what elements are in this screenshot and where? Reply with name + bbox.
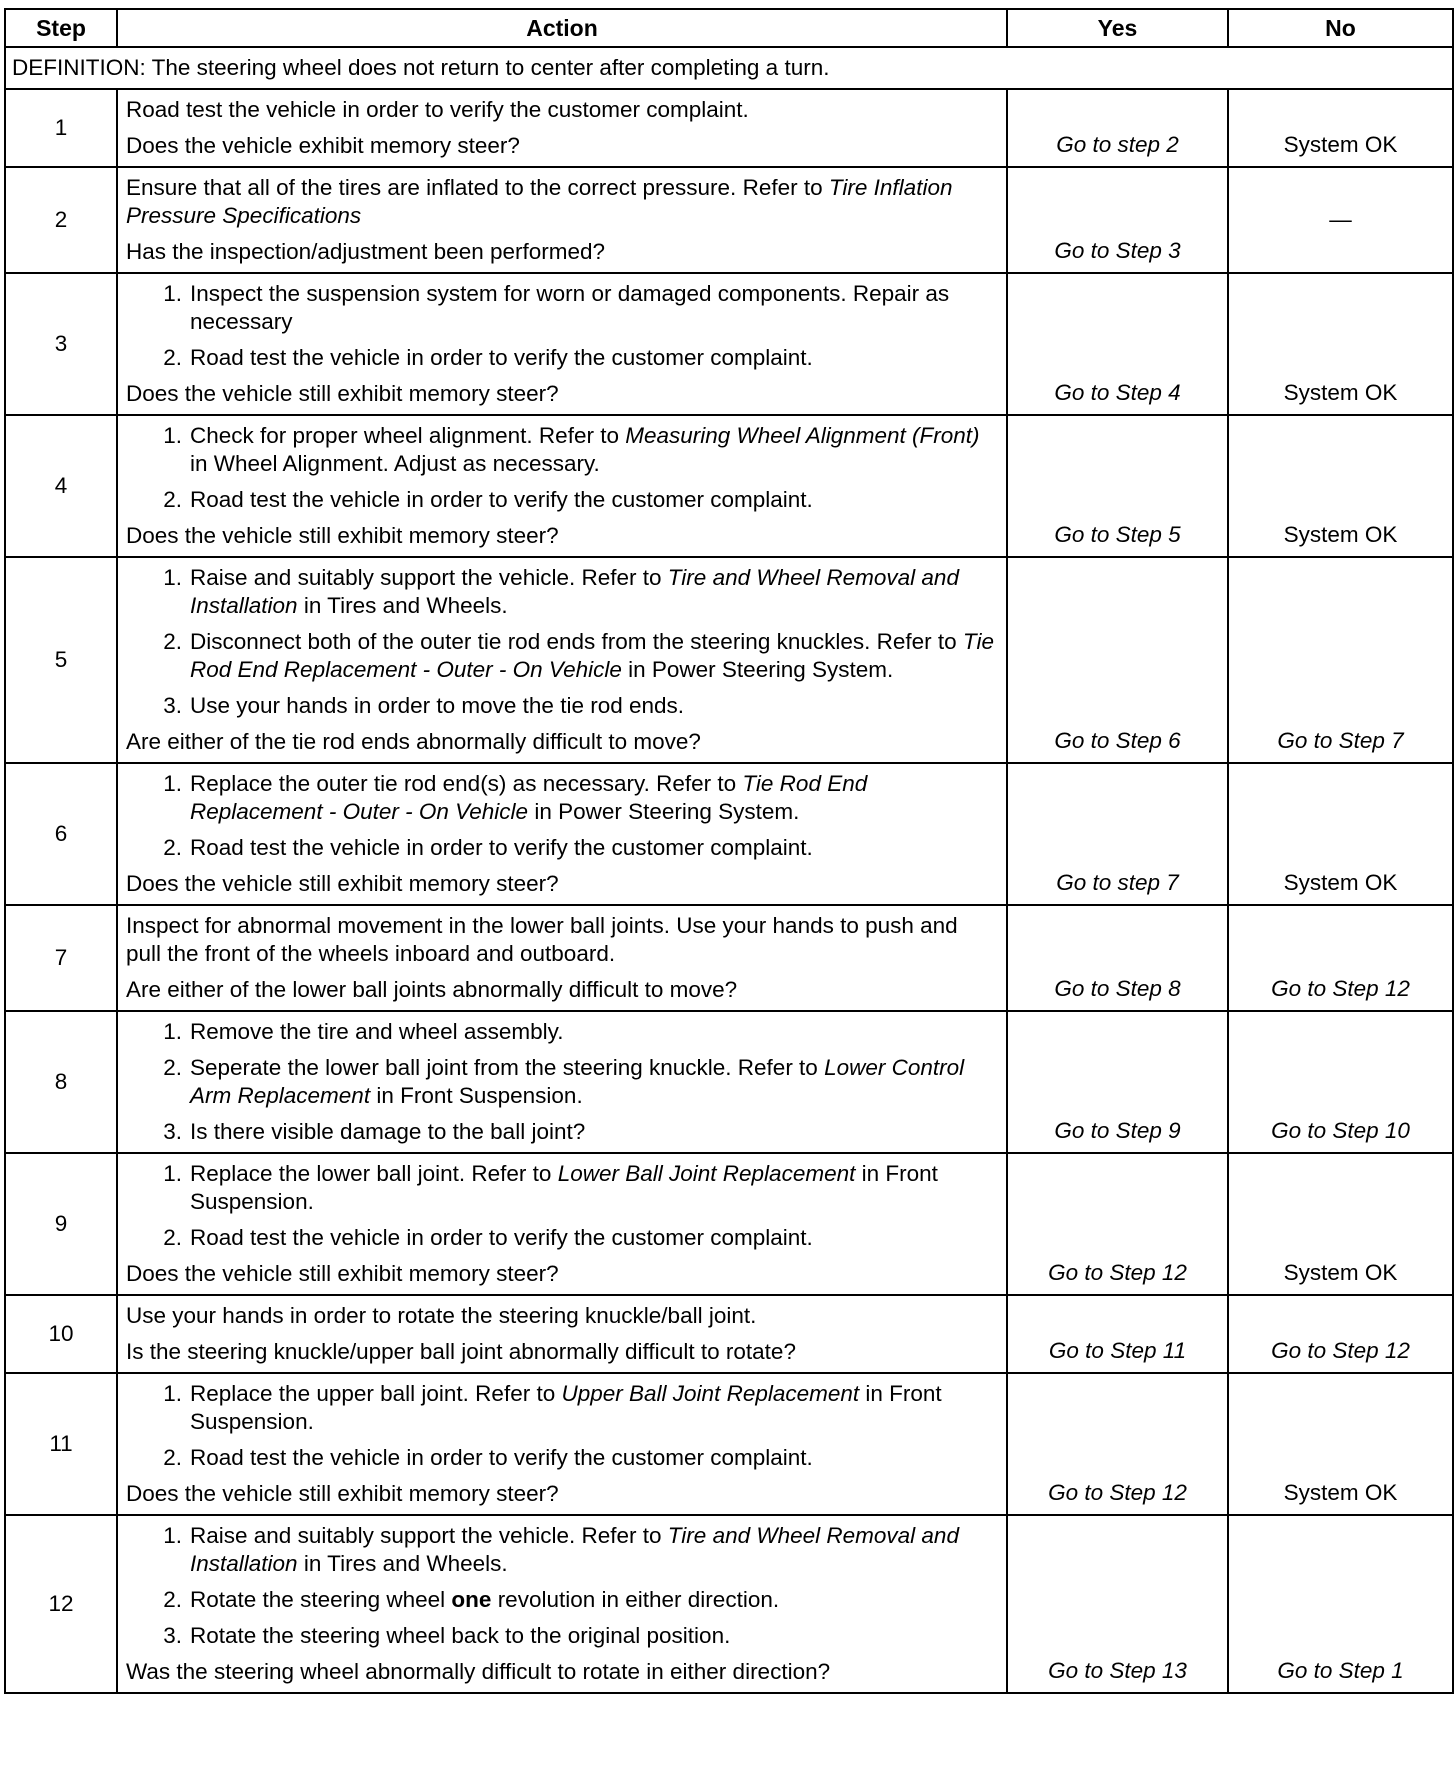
action-text-part: Ensure that all of the tires are inflated to the correct pressure. Refer to: [126, 175, 829, 200]
step-number: 1: [5, 89, 117, 167]
step-number: 8: [5, 1011, 117, 1153]
substep-text: Replace the lower ball joint. Refer to Lower Ball Joint Replacement in Front Suspension.: [190, 1161, 938, 1214]
table-row: [5, 415, 1453, 557]
no-result: System OK: [1228, 1153, 1453, 1295]
substep-number: 1.: [163, 1019, 182, 1044]
substep-text: Raise and suitably support the vehicle. Refer to Tire and Wheel Removal and Installation in Tires and Wheels.: [190, 1523, 959, 1576]
substep-text: Replace the outer tie rod end(s) as necessary. Refer to Tie Rod End Replacement - Outer - On Vehicle in Power Steering System.: [190, 771, 868, 824]
substep-text: Road test the vehicle in order to verify the customer complaint.: [190, 835, 813, 860]
table-row: [5, 1011, 1453, 1153]
yes-result: Go to Step 12: [1007, 1373, 1228, 1515]
list-item: [126, 344, 996, 372]
action-text: Road test the vehicle in order to verify the customer complaint.: [126, 97, 749, 122]
substep-number: 2.: [163, 487, 182, 512]
reference-link[interactable]: Lower Ball Joint Replacement: [557, 1161, 856, 1186]
diagnostic-table-sheet: [4, 8, 1452, 1694]
substep-text: Use your hands in order to move the tie rod ends.: [190, 693, 685, 718]
yes-result: Go to Step 11: [1007, 1295, 1228, 1373]
substep-number: 1.: [163, 1161, 182, 1186]
action-cell: [117, 905, 1007, 1011]
substep-text: Road test the vehicle in order to verify the customer complaint.: [190, 1445, 813, 1470]
list-item: [126, 770, 996, 826]
reference-link[interactable]: Tie Rod End Replacement - Outer - On Vehicle: [190, 771, 868, 824]
substep-number: 2.: [163, 629, 182, 654]
substep-text: Disconnect both of the outer tie rod ends from the steering knuckles. Refer to Tie Rod End Replacement - Outer - On Vehicle in Power Steering System.: [190, 629, 994, 682]
no-result: Go to Step 12: [1228, 905, 1453, 1011]
action-text: [126, 174, 996, 230]
reference-link[interactable]: Tire and Wheel Removal and Installation: [190, 1523, 959, 1576]
substep-number: 1.: [163, 1381, 182, 1406]
list-item: [126, 1380, 996, 1436]
substep-text: Road test the vehicle in order to verify the customer complaint.: [190, 1225, 813, 1250]
substep-number: 3.: [163, 693, 182, 718]
substep-text: Raise and suitably support the vehicle. Refer to Tire and Wheel Removal and Installation in Tires and Wheels.: [190, 565, 959, 618]
list-item: [126, 1118, 996, 1146]
list-item: [126, 1160, 996, 1216]
action-question: Are either of the tie rod ends abnormally difficult to move?: [126, 729, 701, 754]
header-yes: Yes: [1007, 9, 1228, 47]
substep-number: 2.: [163, 1445, 182, 1470]
substep-text: Road test the vehicle in order to verify the customer complaint.: [190, 487, 813, 512]
list-item: [126, 564, 996, 620]
action-cell: [117, 415, 1007, 557]
no-result: System OK: [1228, 415, 1453, 557]
reference-link[interactable]: Upper Ball Joint Replacement: [561, 1381, 860, 1406]
no-result: System OK: [1228, 89, 1453, 167]
yes-result: Go to Step 6: [1007, 557, 1228, 763]
list-item: [126, 692, 996, 720]
table-row: [5, 557, 1453, 763]
list-item: [126, 1522, 996, 1578]
reference-link[interactable]: Tire Inflation Pressure Specifications: [126, 175, 953, 228]
action-cell: [117, 1295, 1007, 1373]
table-row: [5, 763, 1453, 905]
substep-text: Rotate the steering wheel back to the original position.: [190, 1623, 731, 1648]
table-row: [5, 273, 1453, 415]
list-item: [126, 1224, 996, 1252]
diagnostic-table: [4, 8, 1454, 1694]
substep-number: 1.: [163, 1523, 182, 1548]
substep-list: [126, 422, 996, 514]
list-item: [126, 1444, 996, 1472]
action-question: Does the vehicle still exhibit memory steer?: [126, 1481, 559, 1506]
substep-list: [126, 1522, 996, 1650]
list-item: [126, 628, 996, 684]
list-item: [126, 486, 996, 514]
yes-result: Go to Step 5: [1007, 415, 1228, 557]
substep-number: 1.: [163, 281, 182, 306]
yes-result: Go to Step 8: [1007, 905, 1228, 1011]
reference-link[interactable]: Tie Rod End Replacement - Outer - On Vehicle: [190, 629, 994, 682]
header-step: Step: [5, 9, 117, 47]
list-item: [126, 1018, 996, 1046]
action-question: Are either of the lower ball joints abnormally difficult to move?: [126, 977, 738, 1002]
substep-number: 3.: [163, 1119, 182, 1144]
action-question: Has the inspection/adjustment been performed?: [126, 239, 606, 264]
table-row: [5, 905, 1453, 1011]
yes-result: Go to Step 3: [1007, 167, 1228, 273]
no-result: Go to Step 12: [1228, 1295, 1453, 1373]
table-row: [5, 167, 1453, 273]
step-number: 12: [5, 1515, 117, 1693]
step-number: 9: [5, 1153, 117, 1295]
reference-link[interactable]: Measuring Wheel Alignment (Front): [625, 423, 980, 448]
emphasis-text: one: [451, 1587, 492, 1612]
reference-link[interactable]: Tire and Wheel Removal and Installation: [190, 565, 959, 618]
yes-result: Go to step 2: [1007, 89, 1228, 167]
substep-text: Seperate the lower ball joint from the steering knuckle. Refer to Lower Control Arm Replacement in Front Suspension.: [190, 1055, 965, 1108]
step-number: 2: [5, 167, 117, 273]
action-cell: [117, 557, 1007, 763]
substep-text: Is there visible damage to the ball joint?: [190, 1119, 586, 1144]
substep-list: [126, 564, 996, 720]
substep-list: [126, 280, 996, 372]
substep-number: 2.: [163, 345, 182, 370]
substep-number: 2.: [163, 1055, 182, 1080]
action-question: Does the vehicle exhibit memory steer?: [126, 133, 520, 158]
yes-result: Go to Step 9: [1007, 1011, 1228, 1153]
substep-number: 2.: [163, 835, 182, 860]
substep-number: 2.: [163, 1587, 182, 1612]
substep-list: [126, 1018, 996, 1146]
action-question: Does the vehicle still exhibit memory steer?: [126, 523, 559, 548]
substep-number: 1.: [163, 771, 182, 796]
table-row: [5, 1295, 1453, 1373]
action-cell: [117, 763, 1007, 905]
substep-text: Check for proper wheel alignment. Refer to Measuring Wheel Alignment (Front) in Wheel Alignment. Adjust as necessary.: [190, 423, 980, 476]
action-text: Use your hands in order to rotate the steering knuckle/ball joint.: [126, 1303, 757, 1328]
reference-link[interactable]: Lower Control Arm Replacement: [190, 1055, 965, 1108]
step-number: 5: [5, 557, 117, 763]
action-cell: [117, 89, 1007, 167]
list-item: [126, 280, 996, 336]
substep-list: [126, 770, 996, 862]
substep-list: [126, 1160, 996, 1252]
action-question: Does the vehicle still exhibit memory steer?: [126, 1261, 559, 1286]
no-result: System OK: [1228, 273, 1453, 415]
step-number: 6: [5, 763, 117, 905]
yes-result: Go to step 7: [1007, 763, 1228, 905]
list-item: [126, 1622, 996, 1650]
table-row: [5, 89, 1453, 167]
yes-result: Go to Step 4: [1007, 273, 1228, 415]
action-question: Does the vehicle still exhibit memory steer?: [126, 871, 559, 896]
no-result: Go to Step 10: [1228, 1011, 1453, 1153]
list-item: [126, 834, 996, 862]
header-action: Action: [117, 9, 1007, 47]
action-cell: [117, 1011, 1007, 1153]
step-number: 7: [5, 905, 117, 1011]
list-item: [126, 1586, 996, 1614]
definition-row: [5, 47, 1453, 89]
action-question: Was the steering wheel abnormally difficult to rotate in either direction?: [126, 1659, 831, 1684]
step-number: 3: [5, 273, 117, 415]
action-question: Does the vehicle still exhibit memory steer?: [126, 381, 559, 406]
yes-result: Go to Step 13: [1007, 1515, 1228, 1693]
action-question: Is the steering knuckle/upper ball joint abnormally difficult to rotate?: [126, 1339, 796, 1364]
substep-text: Remove the tire and wheel assembly.: [190, 1019, 564, 1044]
substep-text: Rotate the steering wheel one revolution in either direction.: [190, 1587, 780, 1612]
substep-number: 1.: [163, 423, 182, 448]
table-row: [5, 1373, 1453, 1515]
substep-text: Inspect the suspension system for worn or damaged components. Repair as necessary: [190, 281, 950, 334]
list-item: [126, 1054, 996, 1110]
list-item: [126, 422, 996, 478]
action-cell: [117, 273, 1007, 415]
no-result: System OK: [1228, 763, 1453, 905]
header-row: [5, 9, 1453, 47]
action-cell: [117, 1515, 1007, 1693]
no-result: System OK: [1228, 1373, 1453, 1515]
substep-text: Road test the vehicle in order to verify the customer complaint.: [190, 345, 813, 370]
no-result: Go to Step 1: [1228, 1515, 1453, 1693]
step-number: 11: [5, 1373, 117, 1515]
definition-text: DEFINITION: The steering wheel does not return to center after completing a turn.: [5, 47, 1453, 89]
no-result: Go to Step 7: [1228, 557, 1453, 763]
table-row: [5, 1153, 1453, 1295]
substep-number: 3.: [163, 1623, 182, 1648]
substep-number: 2.: [163, 1225, 182, 1250]
yes-result: Go to Step 12: [1007, 1153, 1228, 1295]
action-text: Inspect for abnormal movement in the lower ball joints. Use your hands to push and pull the front of the wheels inboard and outboard.: [126, 913, 958, 966]
no-result: —: [1228, 167, 1453, 273]
header-no: No: [1228, 9, 1453, 47]
substep-text: Replace the upper ball joint. Refer to Upper Ball Joint Replacement in Front Suspension.: [190, 1381, 942, 1434]
step-number: 4: [5, 415, 117, 557]
action-cell: [117, 1373, 1007, 1515]
substep-number: 1.: [163, 565, 182, 590]
step-number: 10: [5, 1295, 117, 1373]
substep-list: [126, 1380, 996, 1472]
table-row: [5, 1515, 1453, 1693]
action-cell: [117, 1153, 1007, 1295]
action-cell: [117, 167, 1007, 273]
